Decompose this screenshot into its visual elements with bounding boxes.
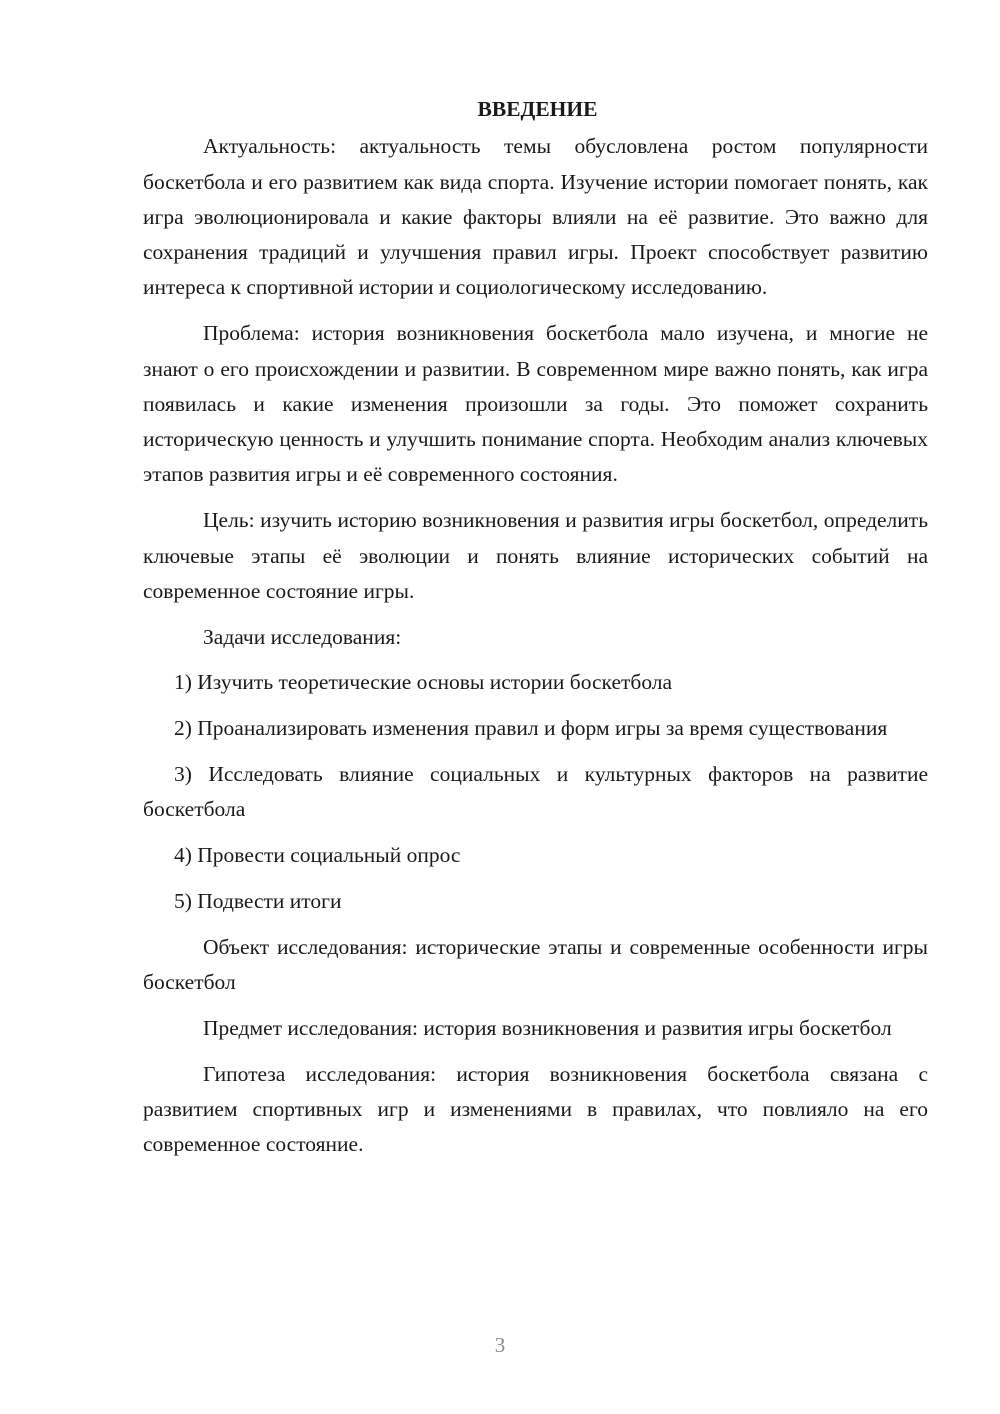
task-item: 4) Провести социальный опрос xyxy=(174,843,461,868)
paragraph-problem: Проблема: история возникновения боскетбола мало изучена, и многие не знают о его происхождении и развитии. В современном мире важно понять, как игра появилась и какие изменения произошли за годы. Это поможет сохранить историческую ценность и улучшить понимание спорта. Необходим анализ ключевых этапов развития игры и её современного состояния. xyxy=(143,321,928,487)
page-number: 3 xyxy=(494,1333,506,1357)
paragraph-relevance: Актуальность: актуальность темы обусловлена ростом популярности боскетбола и его развитием как вида спорта. Изучение истории помогает понять, как игра эволюционировала и какие факторы влияли на её развитие. Это важно для сохранения традиций и улучшения правил игры. Проект способствует развитию интереса к спортивной истории и социологическому исследованию. xyxy=(143,134,928,300)
document-body xyxy=(143,92,928,1173)
paragraph-goal: Цель: изучить историю возникновения и развития игры боскетбол, определить ключевые этапы её эволюции и понять влияние исторических событий на современное состояние игры. xyxy=(143,508,928,603)
task-item: 3) Исследовать влияние социальных и культурных факторов на развитие боскетбола xyxy=(143,762,928,822)
paragraph-hypothesis: Гипотеза исследования: история возникновения боскетбола связана с развитием спортивных игр и изменениями в правилах, что повлияло на его современное состояние. xyxy=(143,1061,928,1157)
tasks-heading: Задачи исследования: xyxy=(203,624,402,649)
task-item: 1) Изучить теоретические основы истории боскетбола xyxy=(174,670,673,695)
task-item: 2) Проанализировать изменения правил и форм игры за время существования xyxy=(174,716,888,741)
document-title: ВВЕДЕНИЕ xyxy=(477,97,598,121)
paragraph-object: Объект исследования: исторические этапы и современные особенности игры боскетбол xyxy=(143,934,928,995)
task-item: 5) Подвести итоги xyxy=(174,888,342,913)
paragraph-subject: Предмет исследования: история возникновения и развития игры боскетбол xyxy=(203,1015,892,1040)
